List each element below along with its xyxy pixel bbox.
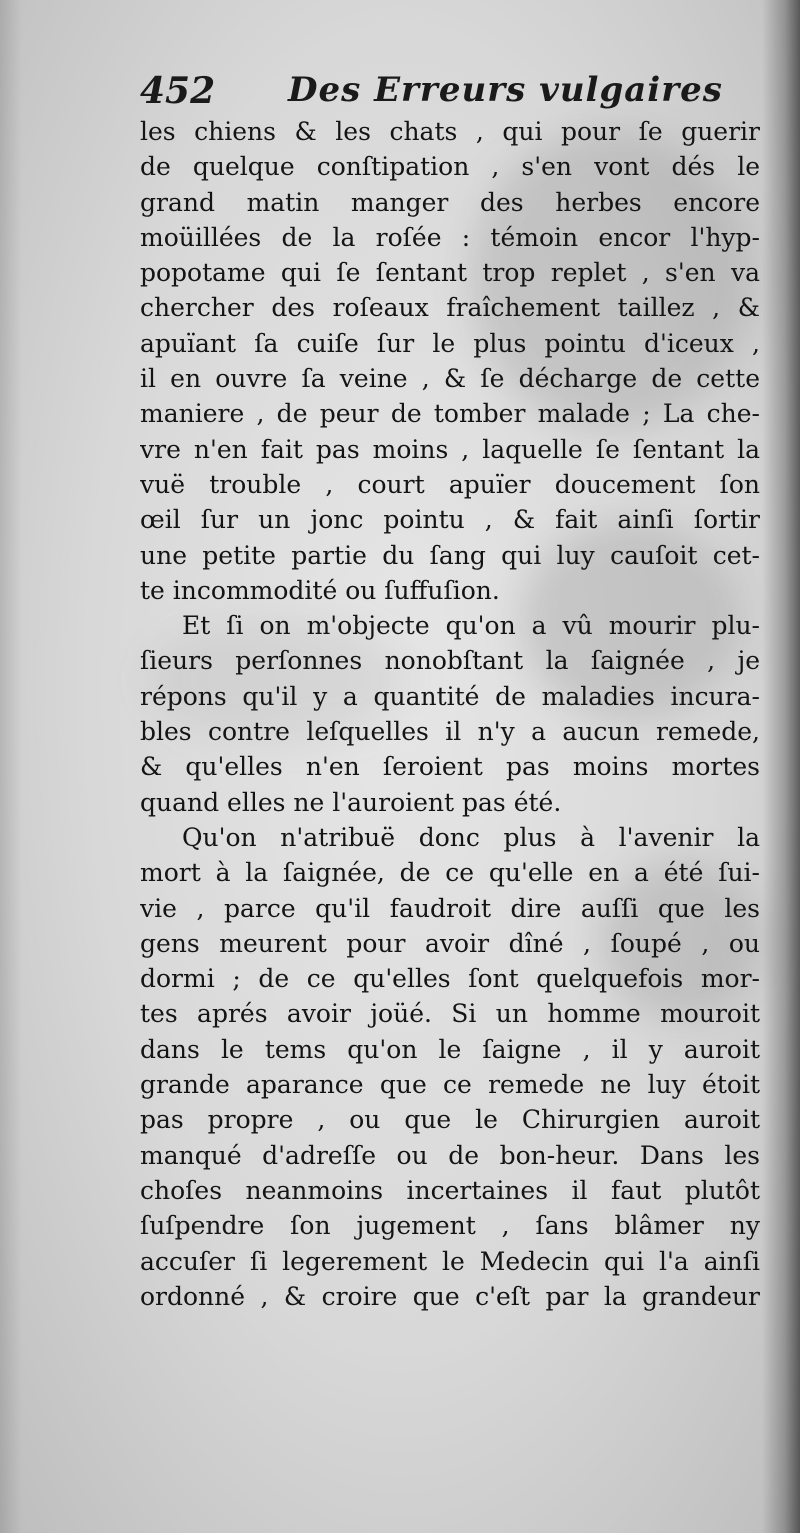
text-line: maniere , de peur de tomber malade ; La che- [140, 399, 760, 429]
text-line: les chiens & les chats , qui pour ſe guerir [140, 117, 760, 146]
binding-shadow [762, 0, 800, 1533]
text-line: mort à la ſaignée, de ce qu'elle en a été ſui- [140, 858, 760, 888]
text-line: moüillées de la roſée : témoin encor l'hyp- [140, 222, 760, 252]
text-line: grand matin manger des herbes encore [140, 187, 760, 217]
text-line: ſuſpendre ſon jugement , ſans blâmer ny [140, 1211, 760, 1241]
text-line: chercher des roſeaux fraîchement taillez , & [140, 293, 760, 323]
text-line: ordonné , & croire que c'eſt par la grandeur [140, 1281, 760, 1311]
text-line: dans le tems qu'on le ſaigne , il y auroit [140, 1034, 760, 1064]
text-line: & qu'elles n'en ſeroient pas moins mortes [140, 752, 760, 782]
text-line: te incommodité ou ſuffuſion. [140, 575, 500, 605]
page-edge-shadow [0, 0, 22, 1533]
text-line: Qu'on n'atribuë donc plus à l'avenir la [182, 822, 760, 852]
body-text [140, 114, 760, 1314]
text-line: tes aprés avoir joüé. Si un homme mouroit [140, 999, 760, 1029]
text-line: popotame qui ſe ſentant trop replet , s'en va [140, 258, 760, 288]
text-line: pas propre , ou que le Chirurgien auroit [140, 1105, 760, 1135]
running-title: Des Erreurs vulgaires [288, 70, 723, 110]
text-line: ſieurs perſonnes nonobſtant la ſaignée , je [140, 646, 760, 676]
text-line: quand elles ne l'auroient pas été. [140, 787, 562, 817]
text-line: de quelque conſtipation , s'en vont dés le [140, 152, 760, 182]
text-line: il en ouvre ſa veine , & ſe décharge de cette [140, 364, 760, 394]
text-line: apuïant ſa cuiſe ſur le plus pointu d'iceux , [140, 328, 760, 358]
text-line: bles contre leſquelles il n'y a aucun remede, [140, 717, 760, 747]
text-line: accuſer ſi legerement le Medecin qui l'a ainſi [140, 1246, 760, 1276]
text-line: répons qu'il y a quantité de maladies incura- [140, 681, 760, 711]
text-line: une petite partie du ſang qui luy cauſoit cet- [140, 540, 760, 570]
text-line: gens meurent pour avoir dîné , ſoupé , ou [140, 928, 760, 958]
text-line: choſes neanmoins incertaines il faut plutôt [140, 1175, 760, 1205]
text-line: manqué d'adreſſe ou de bon-heur. Dans les [140, 1140, 760, 1170]
text-line: grande aparance que ce remede ne luy étoit [140, 1070, 760, 1100]
text-line: Et ſi on m'objecte qu'on a vû mourir plu- [182, 611, 760, 641]
text-line: vie , parce qu'il faudroit dire auſſi que les [140, 893, 760, 923]
text-line: vuë trouble , court apuïer doucement ſon [140, 469, 760, 499]
page-number: 452 [140, 70, 216, 112]
running-header [140, 70, 760, 120]
text-line: dormi ; de ce qu'elles ſont quelquefois mor- [140, 964, 760, 994]
text-line: œil ſur un jonc pointu , & fait ainſi ſortir [140, 505, 760, 535]
text-line: vre n'en fait pas moins , laquelle ſe ſentant la [140, 434, 760, 464]
